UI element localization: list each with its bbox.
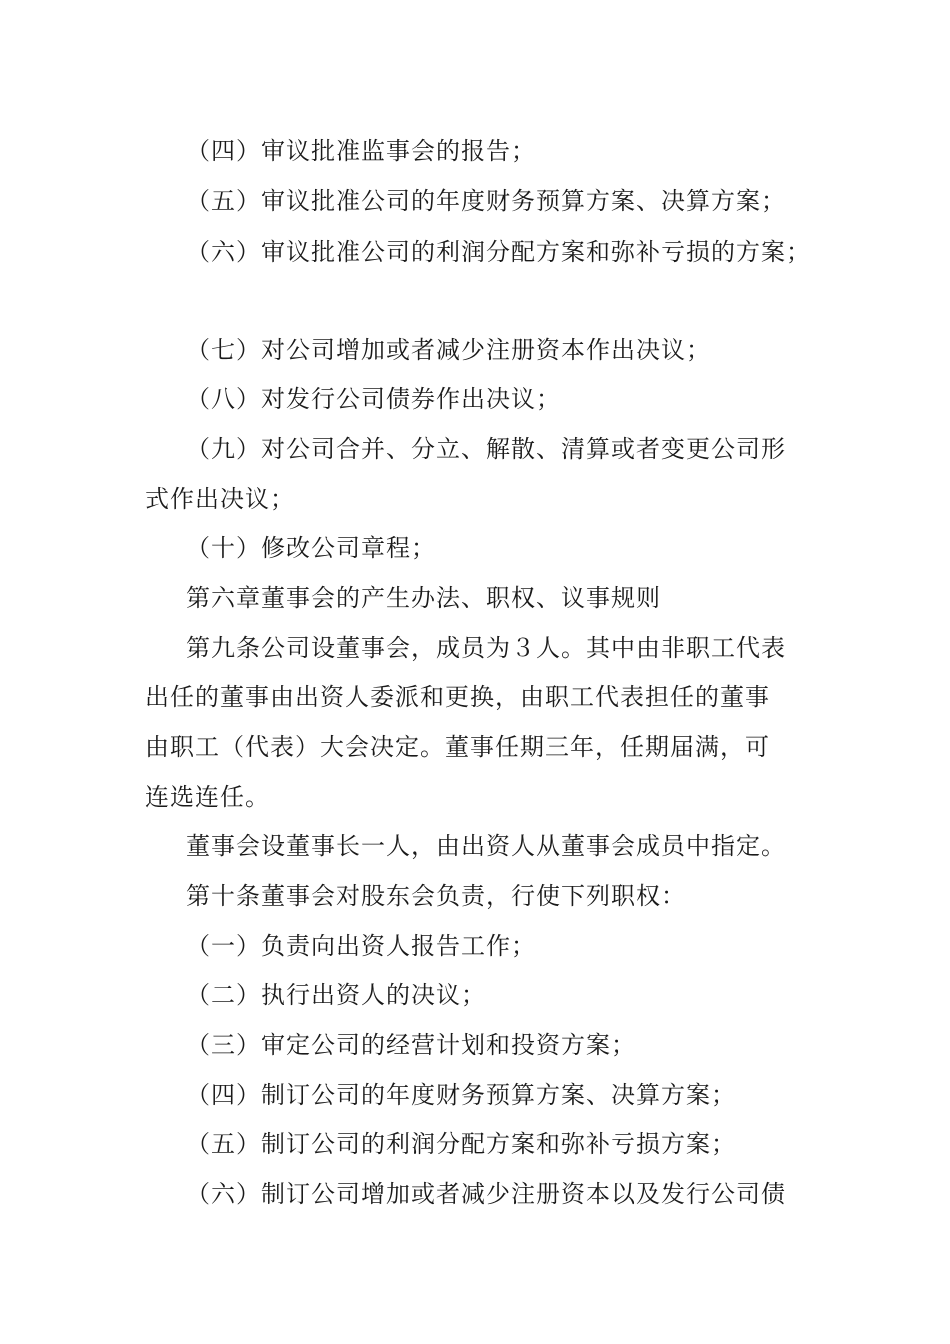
article-line: 第十条董事会对股东会负责，行使下列职权： bbox=[186, 882, 686, 910]
clause-line: （八）对发行公司债券作出决议； bbox=[186, 385, 561, 413]
clause-line: （四）制订公司的年度财务预算方案、决算方案； bbox=[186, 1081, 736, 1109]
article-line-continuation: 由职工（代表）大会决定。董事任期三年，任期届满，可 bbox=[145, 733, 770, 761]
article-line: 第九条公司设董事会，成员为３人。其中由非职工代表 bbox=[186, 634, 786, 662]
paragraph-line: 董事会设董事长一人，由出资人从董事会成员中指定。 bbox=[186, 832, 786, 860]
clause-line: （九）对公司合并、分立、解散、清算或者变更公司形 bbox=[186, 435, 786, 463]
clause-line: （七）对公司增加或者减少注册资本作出决议； bbox=[186, 336, 711, 364]
clause-line: （一）负责向出资人报告工作； bbox=[186, 932, 536, 960]
article-line-continuation: 连选连任。 bbox=[145, 783, 270, 811]
article-line-continuation: 出任的董事由出资人委派和更换，由职工代表担任的董事 bbox=[145, 683, 770, 711]
clause-line: （十）修改公司章程； bbox=[186, 534, 436, 562]
chapter-heading: 第六章董事会的产生办法、职权、议事规则 bbox=[186, 584, 661, 612]
clause-line-continuation: 式作出决议； bbox=[145, 485, 295, 513]
clause-line: （三）审定公司的经营计划和投资方案； bbox=[186, 1031, 636, 1059]
clause-line: （五）审议批准公司的年度财务预算方案、决算方案； bbox=[186, 187, 786, 215]
clause-line: （二）执行出资人的决议； bbox=[186, 981, 486, 1009]
clause-line: （五）制订公司的利润分配方案和弥补亏损方案； bbox=[186, 1130, 736, 1158]
clause-line: （六）制订公司增加或者减少注册资本以及发行公司债 bbox=[186, 1180, 786, 1208]
clause-line: （四）审议批准监事会的报告； bbox=[186, 137, 536, 165]
clause-line: （六）审议批准公司的利润分配方案和弥补亏损的方案； bbox=[186, 238, 811, 266]
